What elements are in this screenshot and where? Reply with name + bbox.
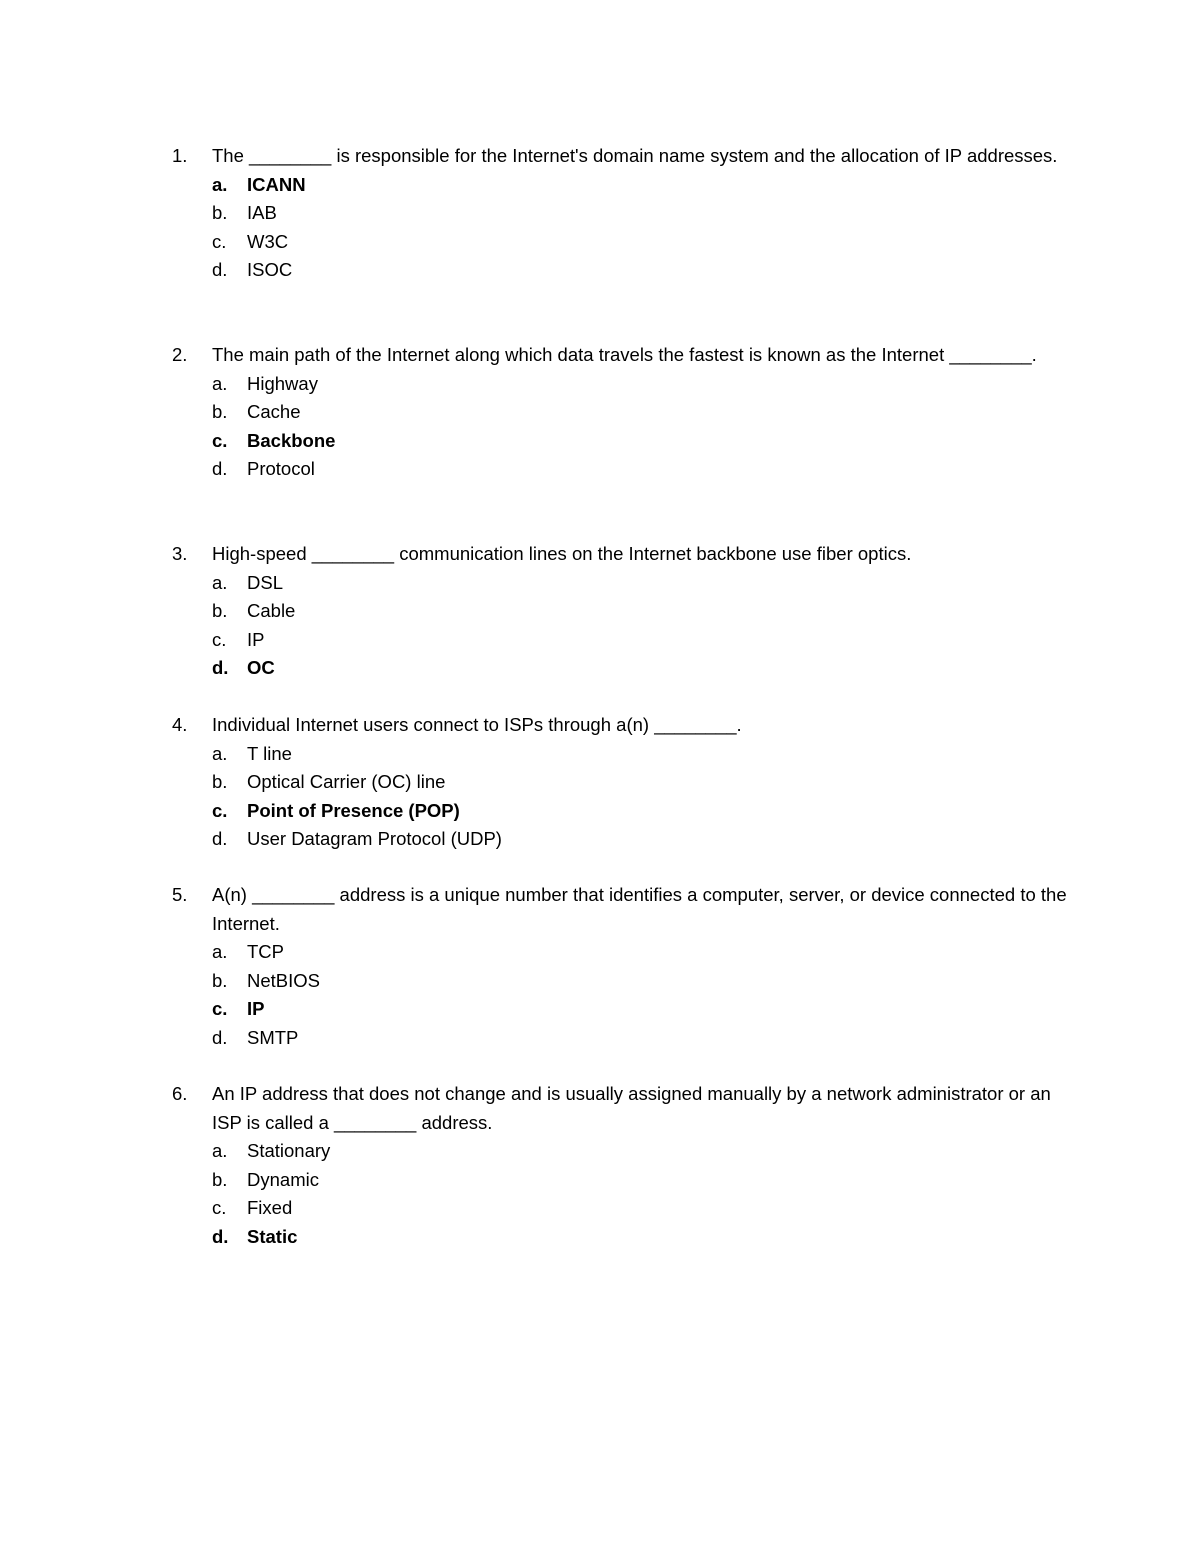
- option-a: [172, 569, 1072, 598]
- option-text: DSL: [247, 571, 283, 593]
- question-text: Individual Internet users connect to ISPs through a(n) ________.: [212, 714, 742, 735]
- option-text: IP: [247, 998, 265, 1019]
- question-number: 3.: [172, 543, 188, 564]
- question-6: [172, 1080, 1072, 1251]
- question-1: [172, 142, 1072, 285]
- option-c: [172, 1194, 1072, 1223]
- option-b: [172, 597, 1072, 626]
- option-d: [172, 455, 1072, 484]
- option-letter: b.: [212, 202, 228, 223]
- option-letter: a.: [212, 742, 228, 764]
- question-4: [172, 711, 1072, 854]
- question-stem: [172, 142, 1072, 171]
- question-stem: [172, 881, 1072, 938]
- option-text: Dynamic: [247, 1168, 319, 1190]
- question-5: [172, 881, 1072, 1052]
- option-list: [172, 370, 1072, 484]
- option-b: [172, 967, 1072, 996]
- option-letter: a.: [212, 173, 228, 195]
- question-number: 5.: [172, 884, 188, 905]
- option-letter: b.: [212, 401, 228, 422]
- option-letter: b.: [212, 600, 228, 621]
- option-a: [172, 370, 1072, 399]
- option-text: Cache: [247, 401, 301, 422]
- option-text: ICANN: [247, 173, 306, 195]
- option-letter: b.: [212, 771, 228, 792]
- option-list: [172, 171, 1072, 285]
- question-text: High-speed ________ communication lines on the Internet backbone use fiber optics.: [212, 543, 912, 564]
- option-c: [172, 228, 1072, 257]
- option-list: [172, 1137, 1072, 1251]
- option-letter: c.: [212, 799, 228, 821]
- question-number: 1.: [172, 145, 188, 166]
- option-text: OC: [247, 657, 275, 678]
- option-letter: c.: [212, 429, 228, 451]
- option-text: IP: [247, 628, 265, 650]
- option-text: TCP: [247, 941, 284, 962]
- option-text: Point of Presence (POP): [247, 799, 460, 821]
- option-b: [172, 1166, 1072, 1195]
- option-text: Cable: [247, 600, 296, 621]
- option-a: [172, 171, 1072, 200]
- option-text: User Datagram Protocol (UDP): [247, 828, 502, 849]
- option-text: SMTP: [247, 1026, 299, 1048]
- option-letter: c.: [212, 1197, 227, 1218]
- option-letter: d.: [212, 259, 228, 280]
- question-text: The main path of the Internet along which data travels the fastest is known as the Internet ________.: [212, 344, 1037, 365]
- option-d: [172, 1223, 1072, 1252]
- question-number: 2.: [172, 344, 188, 365]
- question-text: A(n) ________ address is a unique number that identifies a computer, server, or device connected to the Internet.: [212, 884, 1067, 934]
- option-text: NetBIOS: [247, 969, 320, 991]
- option-list: [172, 569, 1072, 683]
- option-text: Backbone: [247, 429, 336, 451]
- option-a: [172, 1137, 1072, 1166]
- option-c: [172, 427, 1072, 456]
- option-a: [172, 938, 1072, 967]
- option-c: [172, 995, 1072, 1024]
- question-stem: [172, 1080, 1072, 1137]
- question-stem: [172, 341, 1072, 370]
- option-list: [172, 740, 1072, 854]
- option-text: Highway: [247, 372, 318, 394]
- option-d: [172, 256, 1072, 285]
- question-number: 6.: [172, 1083, 188, 1104]
- option-text: ISOC: [247, 259, 293, 280]
- question-number: 4.: [172, 714, 188, 735]
- option-c: [172, 797, 1072, 826]
- option-letter: d.: [212, 657, 229, 678]
- option-letter: d.: [212, 1026, 228, 1048]
- option-d: [172, 1024, 1072, 1053]
- option-c: [172, 626, 1072, 655]
- option-letter: a.: [212, 571, 228, 593]
- option-b: [172, 398, 1072, 427]
- option-text: IAB: [247, 202, 277, 223]
- option-letter: a.: [212, 941, 228, 962]
- option-letter: c.: [212, 628, 227, 650]
- question-text: The ________ is responsible for the Internet's domain name system and the allocation of IP addresses.: [212, 145, 1058, 166]
- option-letter: c.: [212, 998, 228, 1019]
- option-letter: a.: [212, 372, 228, 394]
- option-text: Fixed: [247, 1197, 293, 1218]
- option-a: [172, 740, 1072, 769]
- option-letter: d.: [212, 828, 228, 849]
- option-text: W3C: [247, 230, 289, 252]
- question-2: [172, 341, 1072, 484]
- option-b: [172, 199, 1072, 228]
- option-b: [172, 768, 1072, 797]
- option-text: T line: [247, 742, 292, 764]
- question-text: An IP address that does not change and is usually assigned manually by a network administrator or an ISP is called a ________ address.: [212, 1083, 1051, 1133]
- question-3: [172, 540, 1072, 683]
- option-text: Static: [247, 1225, 298, 1247]
- option-letter: b.: [212, 969, 228, 991]
- option-d: [172, 654, 1072, 683]
- option-letter: d.: [212, 458, 228, 479]
- option-letter: a.: [212, 1140, 228, 1161]
- option-text: Protocol: [247, 458, 315, 479]
- question-stem: [172, 711, 1072, 740]
- option-d: [172, 825, 1072, 854]
- option-list: [172, 938, 1072, 1052]
- option-letter: d.: [212, 1225, 229, 1247]
- option-letter: b.: [212, 1168, 228, 1190]
- option-letter: c.: [212, 230, 227, 252]
- option-text: Stationary: [247, 1140, 331, 1161]
- question-stem: [172, 540, 1072, 569]
- option-text: Optical Carrier (OC) line: [247, 771, 446, 792]
